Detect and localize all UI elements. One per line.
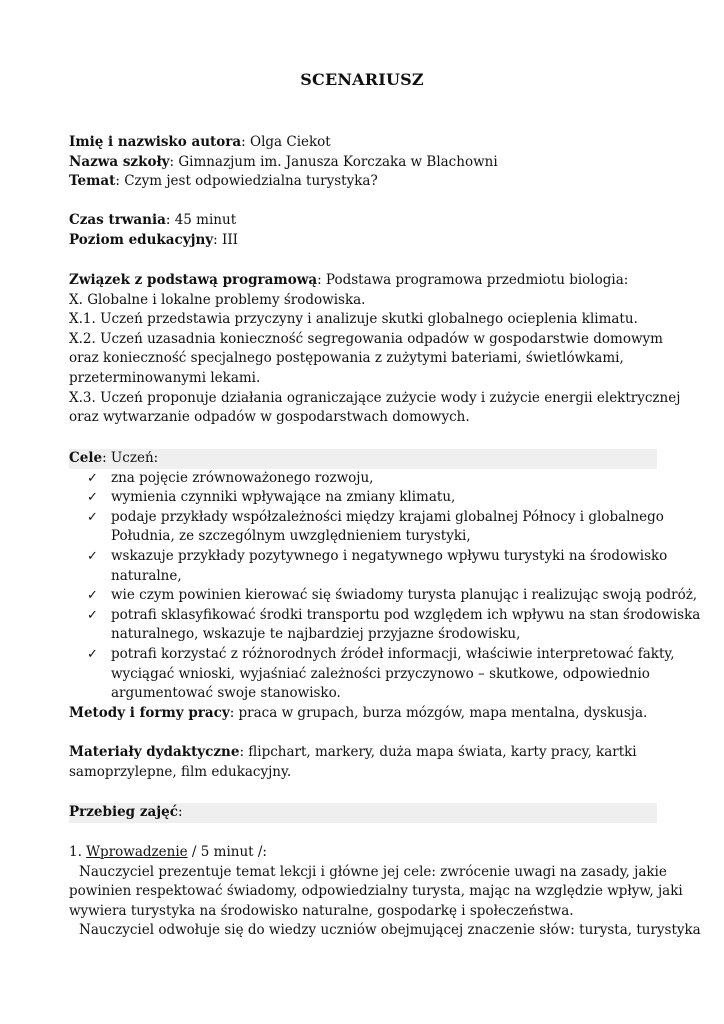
intro-line: Nauczyciel prezentuje temat lekcji i główne jej cele: zwrócenie uwagi na zasady, jakie	[79, 863, 667, 880]
curriculum-line: oraz konieczność specjalnego postępowania z zużytymi bateriami, świetlówkami,	[69, 350, 624, 367]
goals-list	[69, 469, 701, 704]
list-item: ✓ wskazuje przykłady pozytywnego i negatywnego wpływu turystyki na środowisko naturalne,	[87, 547, 668, 584]
materials-section	[69, 743, 659, 782]
curriculum-line: X.1. Uczeń przedstawia przyczyny i analizuje skutki globalnego ocieplenia klimatu.	[69, 311, 638, 328]
level-value: : III	[213, 231, 238, 248]
topic-label: Temat	[69, 173, 116, 190]
curriculum-section	[69, 271, 681, 428]
course-value: :	[177, 804, 183, 820]
curriculum-line: X.2. Uczeń uzasadnia konieczność segregowania odpadów w gospodarstwie domowym	[69, 330, 663, 347]
school-label: Nazwa szkoły	[69, 153, 170, 170]
goals-label: Cele	[69, 450, 103, 466]
author-label: Imię i nazwisko autora	[69, 134, 242, 150]
list-item: ✓ wymienia czynniki wpływające na zmiany klimatu,	[69, 488, 659, 508]
document-title: SCENARIUSZ	[300, 70, 424, 89]
curriculum-line: oraz wytwarzanie odpadów w gospodarstwach domowych.	[69, 409, 470, 426]
methods-value: : praca w grupach, burza mózgów, mapa mentalna, dyskusja.	[229, 704, 648, 721]
list-item: ✓ podaje przykłady współzależności między krajami globalnej Północy i globalnego Południa, ze szczególnym uwzględnieniem turystyki,	[87, 508, 664, 545]
intro-label: Wprowadzenie	[86, 844, 188, 860]
methods-label: Metody i formy pracy	[69, 704, 230, 721]
curriculum-line: przeterminowanymi lekami.	[69, 369, 261, 386]
materials-line	[69, 743, 659, 763]
school-line	[69, 153, 659, 173]
goals-section	[69, 449, 701, 723]
topic-value: : Czym jest odpowiedzialna turystyka?	[115, 173, 378, 190]
curriculum-label: Związek z podstawą programową	[69, 272, 318, 288]
intro-line: powinien respektować świadomy, odpowiedzialny turysta, mając na względzie wpływ, jaki	[69, 883, 683, 900]
meta-section	[69, 133, 659, 192]
school-value: : Gimnazjum im. Janusza Korczaka w Blachowni	[169, 153, 498, 170]
list-item: ✓ potrafi korzystać z różnorodnych źródeł informacji, właściwie interpretować fakty, wyciągać wnioski, wyjaśniać zależności przyczynowo – skutkowe, odpowiednio argumentować swoje stanowisko.	[87, 645, 675, 702]
duration-label: Czas trwania	[69, 212, 166, 228]
check-icon: ✓	[87, 548, 98, 564]
author-line	[69, 133, 659, 153]
materials-label: Materiały dydaktyczne	[69, 744, 240, 760]
goals-value: : Uczeń:	[102, 450, 159, 466]
duration-line	[69, 211, 659, 231]
check-icon: ✓	[87, 588, 98, 604]
topic-line	[69, 172, 659, 192]
course-section	[69, 803, 659, 823]
list-item: ✓ wie czym powinien kierować się świadomy turysta planując i realizując swoją podróż,	[69, 586, 659, 606]
methods-line	[69, 704, 659, 724]
course-label: Przebieg zajęć	[69, 804, 178, 820]
level-label: Poziom edukacyjny	[69, 231, 214, 248]
materials-value: : flipchart, markery, duża mapa świata, karty pracy, kartki	[239, 744, 637, 760]
intro-number: 1.	[69, 844, 87, 860]
goals-heading	[69, 449, 657, 469]
author-value: : Olga Ciekot	[241, 134, 331, 150]
materials-line-2: samoprzylepne, film edukacyjny.	[69, 763, 292, 780]
curriculum-heading	[69, 271, 659, 291]
check-icon: ✓	[87, 509, 98, 525]
list-item: ✓ potrafi sklasyfikować środki transportu pod względem ich wpływu na stan środowiska naturalnego, wskazuje te najbardziej przyjazne środowisku,	[87, 606, 701, 643]
curriculum-line: X.3. Uczeń proponuje działania ograniczające zużycie wody i zużycie energii elektrycznej	[69, 389, 681, 406]
intro-section	[69, 843, 701, 941]
duration-section	[69, 211, 659, 250]
check-icon: ✓	[87, 490, 98, 506]
check-icon: ✓	[87, 470, 98, 486]
intro-duration: / 5 minut /:	[187, 844, 267, 860]
check-icon: ✓	[87, 646, 98, 662]
duration-value: : 45 minut	[165, 212, 237, 228]
check-icon: ✓	[87, 607, 98, 623]
intro-line: Nauczyciel odwołuje się do wiedzy uczniów obejmującej znaczenie słów: turysta, turystyka	[79, 922, 701, 939]
intro-heading	[69, 843, 659, 863]
level-line	[69, 231, 659, 251]
curriculum-value: : Podstawa programowa przedmiotu biologia:	[317, 272, 629, 288]
list-item: ✓ zna pojęcie zrównoważonego rozwoju,	[69, 469, 659, 489]
curriculum-line: X. Globalne i lokalne problemy środowiska.	[69, 291, 366, 308]
intro-line: wywiera turystyka na środowisko naturalne, gospodarkę i społeczeństwa.	[69, 902, 574, 919]
course-heading	[69, 803, 657, 823]
